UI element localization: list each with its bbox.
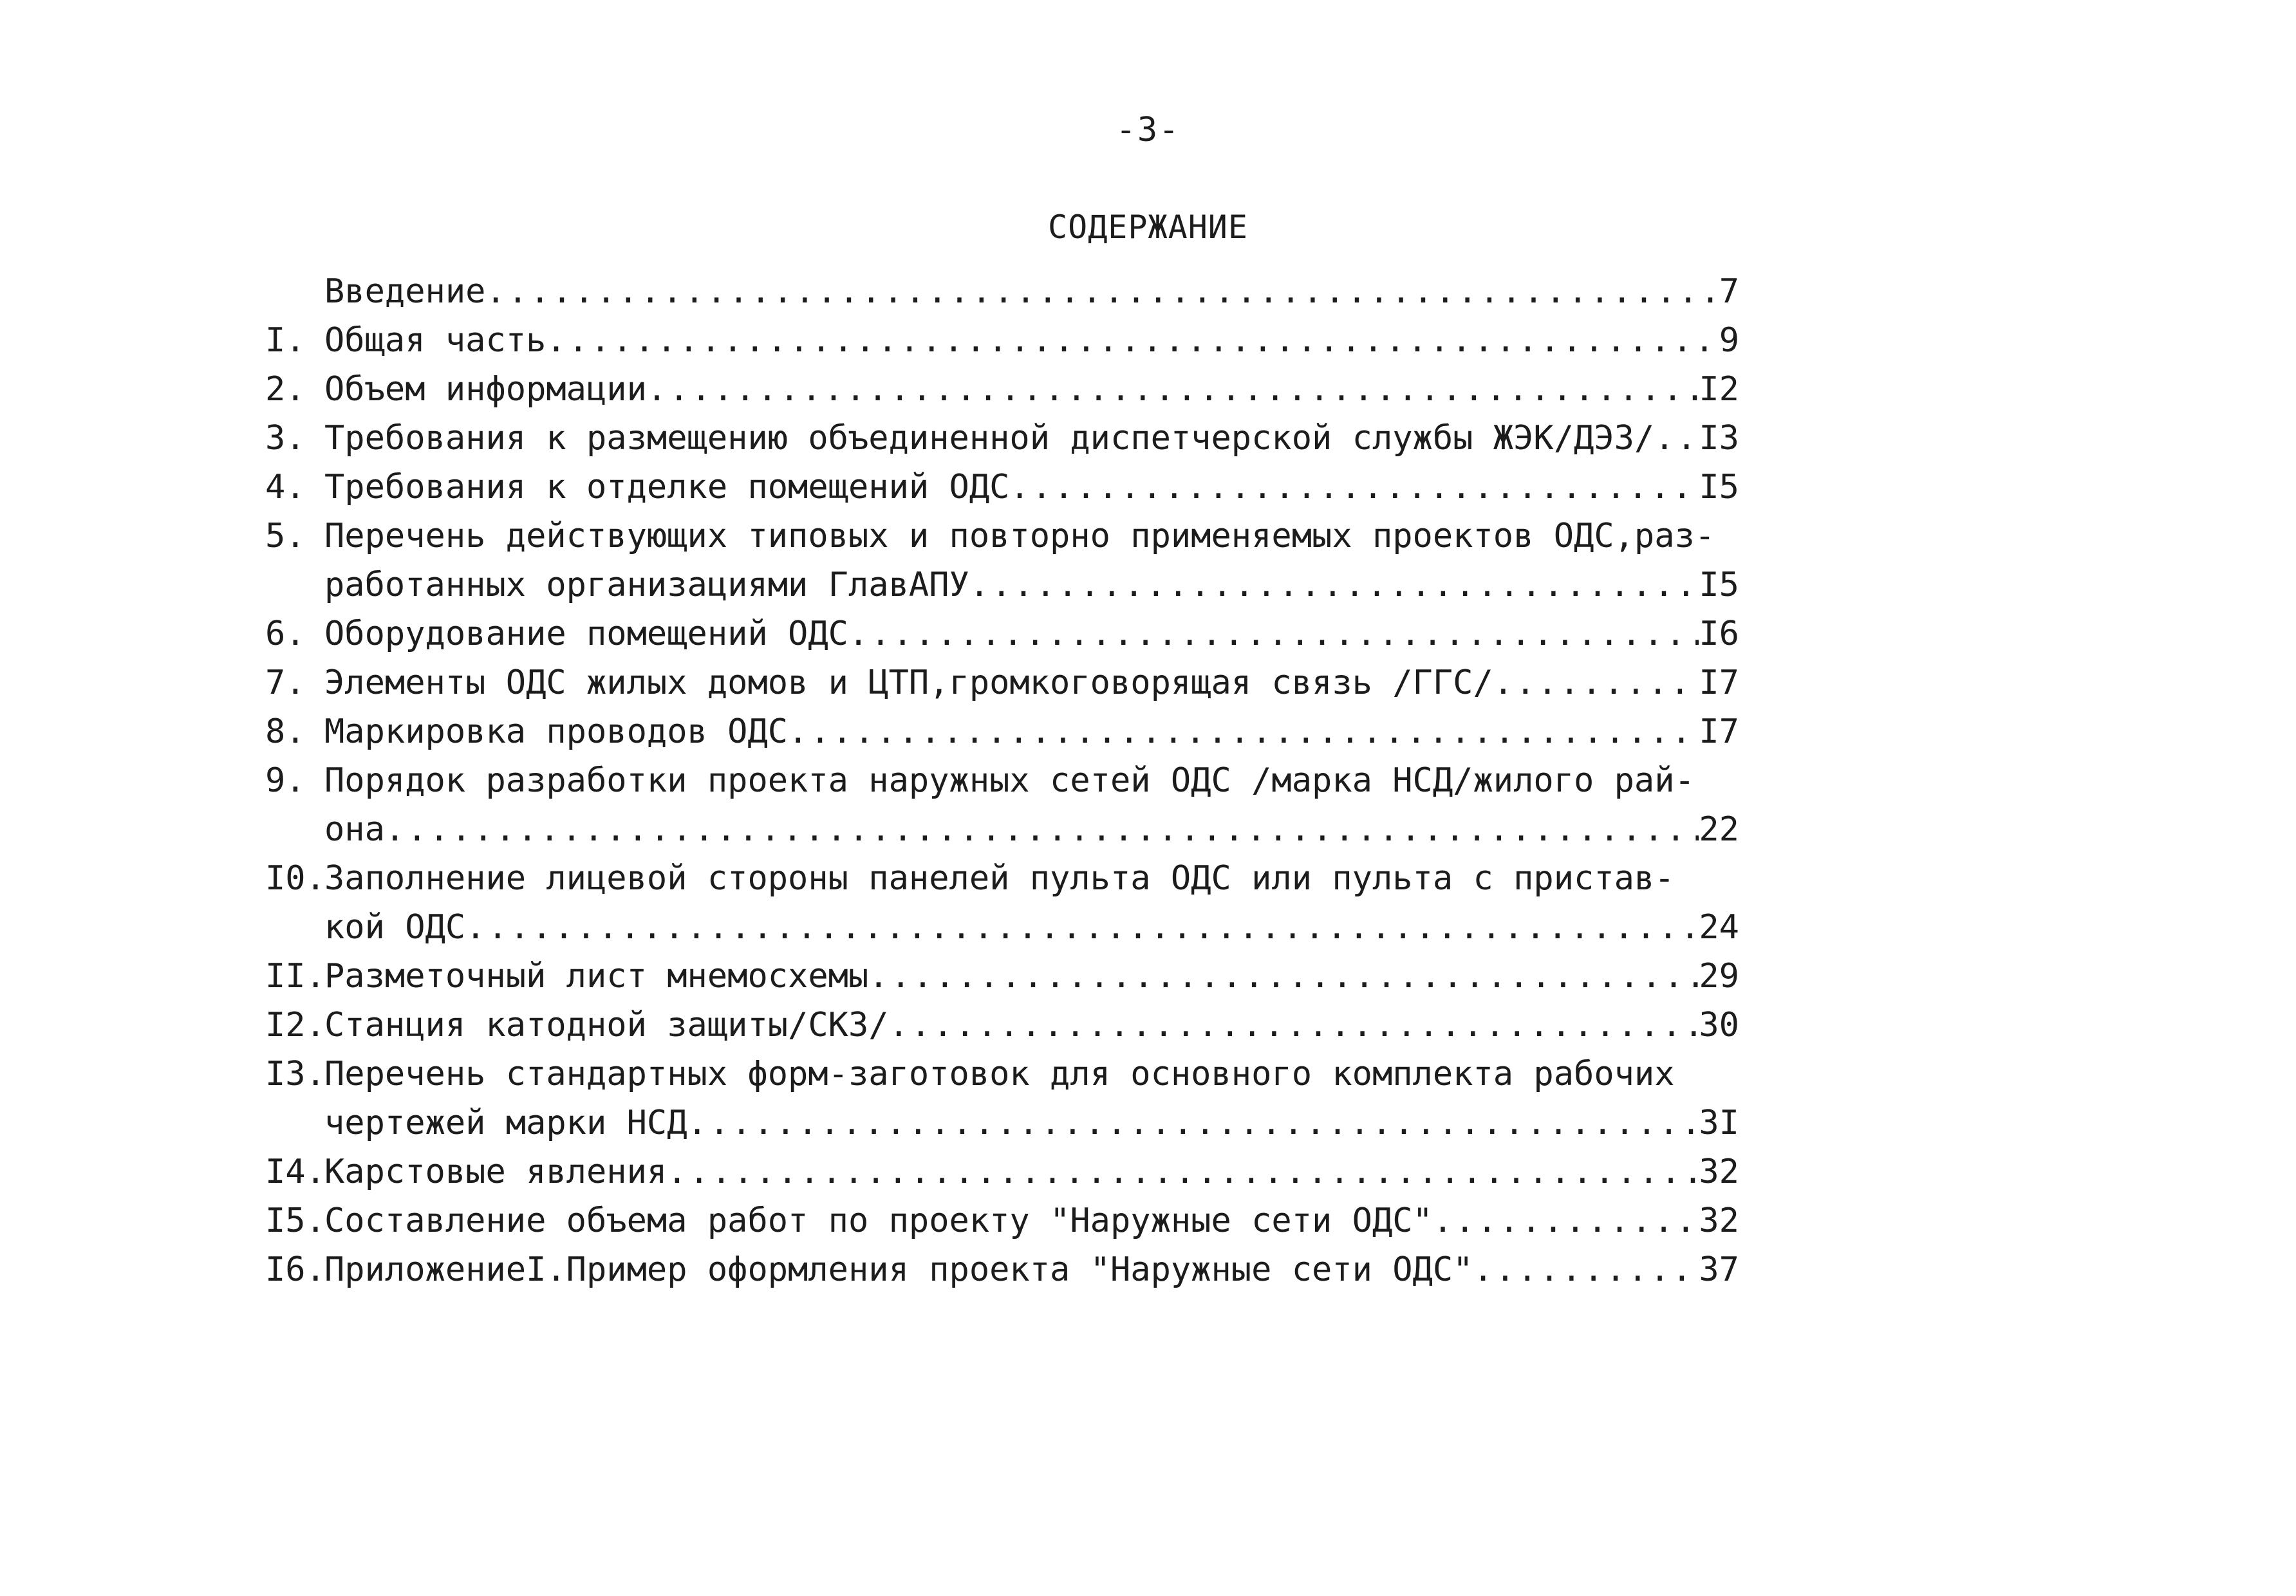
toc-entry-page: I3	[1699, 419, 1739, 458]
toc-entry	[265, 658, 1739, 707]
toc-entry-body	[324, 316, 1739, 365]
toc-entry-text: Станция катодной защиты/СКЗ/	[324, 1006, 889, 1044]
toc-entry-last-line	[324, 1001, 1739, 1050]
toc-entry-body	[324, 756, 1739, 854]
dot-leader	[1433, 1196, 1699, 1245]
toc-entry-text: Заполнение лицевой стороны панелей пульта ОДС или пульта с пристав-	[324, 859, 1675, 898]
toc-entry-last-line	[324, 561, 1739, 609]
toc-entry-number: 5.	[265, 517, 306, 555]
toc-entry-body	[324, 1001, 1739, 1050]
dot-leader	[1009, 463, 1699, 512]
toc-entry	[265, 1196, 1739, 1245]
toc-entry-text: Требования к размещению объединенной диспетчерской службы ЖЭК/ДЭЗ/	[324, 419, 1655, 458]
toc-entry	[265, 609, 1739, 658]
toc-entry-body	[324, 1147, 1739, 1196]
toc-entry-number: I5.	[265, 1202, 326, 1240]
toc-entry-page: I6	[1699, 615, 1739, 653]
dot-leader	[788, 707, 1699, 756]
toc-entry-page: 30	[1699, 1006, 1739, 1044]
toc-entry-page: I7	[1699, 712, 1739, 751]
toc-entry	[265, 1001, 1739, 1050]
toc-entry-number: 4.	[265, 468, 306, 506]
toc-entry-text: Требования к отделке помещений ОДС	[324, 468, 1010, 506]
toc-entry-last-line	[324, 463, 1739, 512]
toc-entry-last-line	[324, 609, 1739, 658]
toc-entry-last-line	[324, 414, 1739, 463]
toc-entry-number: I.	[265, 321, 306, 360]
toc-entry-last-line	[324, 1245, 1739, 1294]
toc-entry	[265, 952, 1739, 1001]
toc-entry-body	[324, 512, 1739, 609]
toc-entry-number: 8.	[265, 712, 306, 751]
toc-entry-page: 32	[1699, 1153, 1739, 1191]
toc-entry-last-line	[324, 658, 1739, 707]
toc-entry	[265, 1050, 1739, 1147]
toc-entry-page: 9	[1719, 321, 1739, 360]
toc-entry-number: 6.	[265, 615, 306, 653]
toc-entry-text: Перечень действующих типовых и повторно применяемых проектов ОДС,раз-	[324, 517, 1715, 555]
toc-entry-number: 3.	[265, 419, 306, 458]
toc-entry-text: Маркировка проводов ОДС	[324, 712, 789, 751]
toc-entry	[265, 707, 1739, 756]
toc-entry-text: кой ОДС	[324, 908, 466, 947]
toc-entry-last-line	[324, 952, 1739, 1001]
toc-entry-number: I2.	[265, 1006, 326, 1044]
table-of-contents	[265, 267, 1739, 1294]
toc-entry-text: работанных организациями ГлавАПУ	[324, 566, 969, 604]
toc-entry-body	[324, 952, 1739, 1001]
toc-entry-body	[324, 414, 1739, 463]
toc-entry-page: I5	[1699, 468, 1739, 506]
toc-entry-body	[324, 463, 1739, 512]
toc-entry-last-line	[324, 805, 1739, 854]
dot-leader	[647, 365, 1699, 414]
toc-entry-number	[265, 267, 324, 316]
dot-leader	[667, 1147, 1699, 1196]
dot-leader	[485, 267, 1719, 316]
toc-entry-number: II.	[265, 957, 326, 996]
toc-entry-page: 37	[1699, 1250, 1739, 1289]
toc-entry	[265, 512, 1739, 609]
toc-entry-number: I6.	[265, 1250, 326, 1289]
toc-entry-body	[324, 365, 1739, 414]
toc-entry-last-line	[324, 1147, 1739, 1196]
dot-leader	[465, 903, 1699, 952]
toc-entry-body	[324, 1050, 1739, 1147]
toc-entry-number: 7.	[265, 663, 306, 702]
toc-entry-page: I5	[1699, 566, 1739, 604]
toc-entry-text: ПриложениеI.Пример оформления проекта "Наружные сети ОДС"	[324, 1250, 1473, 1289]
toc-entry-text: Порядок разработки проекта наружных сетей ОДС /марка НСД/жилого рай-	[324, 761, 1695, 800]
toc-entry-last-line	[324, 316, 1739, 365]
toc-entry	[265, 365, 1739, 414]
toc-entry-body	[324, 854, 1739, 952]
toc-entry	[265, 756, 1739, 854]
toc-entry-body	[324, 1245, 1739, 1294]
toc-entry-text: чертежей марки НСД	[324, 1104, 687, 1142]
page-number: -3-	[1115, 111, 1181, 149]
toc-entry-body	[324, 707, 1739, 756]
toc-entry-last-line	[324, 707, 1739, 756]
toc-entry-page: I7	[1699, 663, 1739, 702]
toc-entry-text: Оборудование помещений ОДС	[324, 615, 848, 653]
toc-entry-body	[324, 267, 1739, 316]
toc-entry-page: 7	[1719, 272, 1739, 311]
dot-leader	[848, 609, 1699, 658]
toc-entry-number: 2.	[265, 370, 306, 409]
toc-entry-page: 3I	[1699, 1104, 1739, 1142]
toc-entry	[265, 1147, 1739, 1196]
dot-leader	[889, 1001, 1699, 1050]
toc-entry-last-line	[324, 1196, 1739, 1245]
toc-entry-text: Перечень стандартных форм-заготовок для основного комплекта рабочих	[324, 1055, 1675, 1093]
toc-entry-page: 24	[1699, 908, 1739, 947]
toc-entry-last-line	[324, 903, 1739, 952]
toc-entry-last-line	[324, 365, 1739, 414]
toc-entry-page: 22	[1699, 810, 1739, 849]
toc-entry	[265, 316, 1739, 365]
toc-entry-page: 32	[1699, 1202, 1739, 1240]
dot-leader	[385, 805, 1699, 854]
toc-entry-text: Введение	[324, 272, 486, 311]
toc-entry-page: I2	[1699, 370, 1739, 409]
dot-leader	[546, 316, 1719, 365]
toc-entry	[265, 1245, 1739, 1294]
toc-entry-text: она	[324, 810, 385, 849]
toc-entry-body	[324, 1196, 1739, 1245]
toc-entry-number: I0.	[265, 859, 326, 898]
toc-entry-number: I3.	[265, 1055, 326, 1093]
toc-entry	[265, 267, 1739, 316]
toc-entry-text: Элементы ОДС жилых домов и ЦТП,громкоговорящая связь /ГГС/	[324, 663, 1493, 702]
dot-leader	[1473, 1245, 1699, 1294]
dot-leader	[1654, 414, 1699, 463]
toc-entry	[265, 854, 1739, 952]
dot-leader	[1493, 658, 1699, 707]
toc-entry-body	[324, 609, 1739, 658]
toc-entry-body	[324, 658, 1739, 707]
toc-entry-number: I4.	[265, 1153, 326, 1191]
toc-entry-text: Объем информации	[324, 370, 647, 409]
toc-title: СОДЕРЖАНИЕ	[1047, 209, 1249, 246]
toc-entry-text: Разметочный лист мнемосхемы	[324, 957, 869, 996]
toc-entry	[265, 414, 1739, 463]
toc-entry-last-line	[324, 1099, 1739, 1147]
toc-entry-text: Общая часть	[324, 321, 546, 360]
toc-entry-number: 9.	[265, 761, 306, 800]
toc-entry	[265, 463, 1739, 512]
toc-entry-text: Составление объема работ по проекту "Наружные сети ОДС"	[324, 1202, 1433, 1240]
toc-entry-last-line	[324, 267, 1739, 316]
toc-entry-text: Карстовые явления	[324, 1153, 667, 1191]
dot-leader	[868, 952, 1699, 1001]
toc-entry-page: 29	[1699, 957, 1739, 996]
dot-leader	[687, 1099, 1699, 1147]
dot-leader	[969, 561, 1699, 609]
